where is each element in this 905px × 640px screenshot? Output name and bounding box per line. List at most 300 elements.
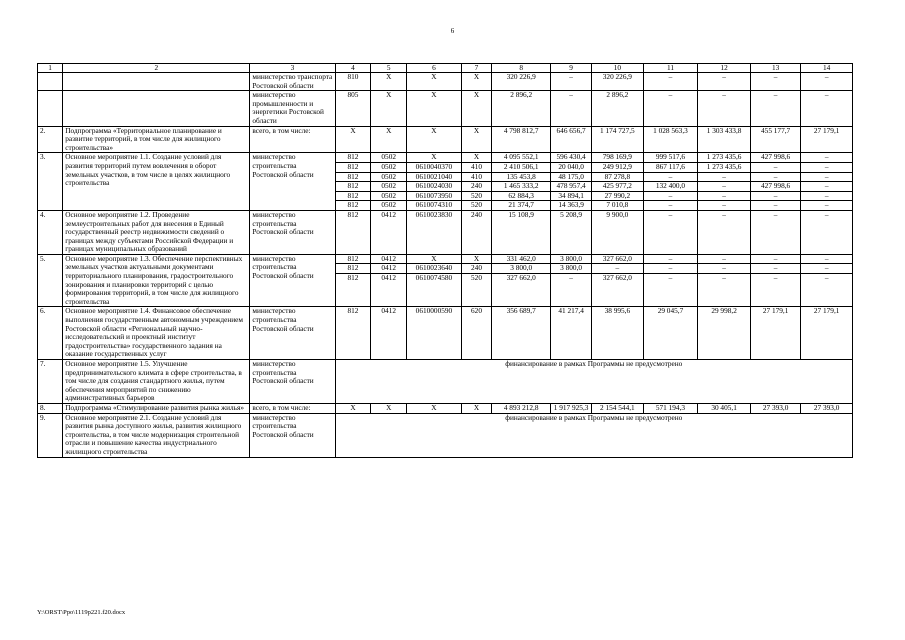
row-number — [38, 73, 63, 91]
cell-value: – — [824, 72, 829, 81]
cell-value: – — [668, 90, 673, 100]
cell-value: 135 453,8 — [492, 173, 550, 183]
cell-c10 — [592, 73, 644, 91]
cell-value: – — [592, 264, 643, 274]
executor: министерство строительства Ростовской области — [250, 254, 335, 307]
cell-c13 — [750, 254, 800, 307]
cell-value: 0502 — [381, 200, 396, 210]
budget-table — [37, 63, 853, 458]
cell-c4 — [335, 210, 371, 254]
cell-value: 571 194,3 — [655, 403, 686, 412]
cell-value: – — [773, 72, 778, 81]
cell-c11 — [643, 210, 698, 254]
cell-value: Х — [473, 90, 480, 100]
cell-value: 1 028 563,3 — [653, 126, 688, 135]
cell-value: 0412 — [381, 273, 396, 283]
cell-c6 — [407, 307, 462, 360]
cell-value: Х — [431, 72, 437, 81]
cell-value: – — [751, 173, 800, 183]
cell-value: 0610074580 — [415, 273, 453, 283]
cell-c14 — [801, 126, 853, 153]
cell-c14 — [801, 210, 853, 254]
cell-c10 — [592, 403, 644, 413]
cell-c11 — [643, 403, 698, 413]
cell-value: Х — [473, 403, 480, 412]
cell-value: Х — [386, 90, 392, 100]
cell-value: 2 410 506,1 — [492, 163, 550, 173]
cell-value: 3 800,0 — [551, 264, 591, 274]
cell-value: 4 798 812,7 — [503, 126, 539, 135]
cell-value: 427 998,6 — [751, 153, 800, 163]
cell-value: 1 273 435,6 — [698, 163, 750, 173]
cell-value: Х — [386, 126, 392, 135]
cell-c6 — [407, 403, 462, 413]
cell-value: 1 174 727,5 — [600, 126, 635, 135]
cell-c5 — [371, 126, 407, 153]
cell-value: 2 896,2 — [510, 90, 533, 100]
cell-value: 798 169,9 — [592, 153, 643, 163]
cell-value: 4 095 552,1 — [492, 153, 550, 163]
cell-value: 20 040,0 — [551, 163, 591, 173]
cell-c5 — [371, 91, 407, 126]
cell-value: – — [644, 264, 698, 274]
cell-value: 812 — [347, 306, 359, 316]
cell-c11 — [643, 73, 698, 91]
cell-value: Х — [431, 403, 437, 412]
cell-value: – — [801, 255, 852, 265]
cell-value: 596 430,4 — [551, 153, 591, 163]
cell-c13 — [750, 403, 800, 413]
cell-value: 646 656,7 — [556, 126, 586, 135]
cell-c14 — [801, 307, 853, 360]
cell-value: – — [698, 182, 750, 192]
cell-value: – — [644, 192, 698, 202]
cell-value: 240 — [471, 210, 482, 219]
table-row — [38, 126, 853, 153]
cell-value: 812 — [336, 153, 371, 163]
cell-value: 30 405,1 — [711, 403, 737, 412]
cell-value: – — [773, 210, 778, 219]
cell-c14 — [801, 73, 853, 91]
executor: министерство промышленности и энергетики Ростовской области — [250, 91, 335, 126]
cell-c14 — [801, 91, 853, 126]
cell-value: 620 — [471, 306, 482, 316]
cell-value: 1 465 333,2 — [492, 182, 550, 192]
cell-value: 810 — [347, 72, 359, 81]
cell-value: 29 045,7 — [657, 306, 684, 316]
cell-value: 410 — [462, 173, 491, 183]
cell-value: 812 — [347, 200, 359, 210]
event-name: Основное мероприятие 1.4. Финансовое обеспечение выполнения государственным автономным учреждением Ростовской области «Региональный научно-исследовательский и проектный институт градостроительства» государственного задания на оказание государственных услуг — [63, 307, 250, 360]
cell-value: 0610021040 — [407, 173, 461, 183]
cell-value: 410 — [462, 163, 491, 173]
table-row — [38, 413, 853, 457]
table-body — [38, 64, 853, 458]
cell-value: – — [824, 273, 829, 283]
cell-value: 455 177,7 — [761, 126, 791, 135]
cell-value: – — [722, 72, 726, 81]
cell-value: – — [668, 200, 673, 210]
cell-value: 812 — [336, 264, 371, 274]
executor: всего, в том числе: — [250, 403, 335, 413]
cell-value: 0610000590 — [415, 306, 453, 316]
cell-value: 812 — [336, 192, 371, 202]
row-number: 3. — [38, 153, 63, 211]
cell-value: – — [773, 273, 778, 283]
cell-value: 15 108,9 — [508, 210, 534, 219]
cell-value: – — [801, 264, 852, 274]
cell-c6 — [407, 210, 462, 254]
cell-value: 0610024030 — [407, 182, 461, 192]
cell-value: 240 — [462, 264, 491, 274]
financing-note: финансирование в рамках Программы не предусмотрено — [335, 413, 852, 457]
cell-value: – — [569, 273, 573, 283]
cell-value: 0502 — [371, 173, 406, 183]
cell-value: 812 — [336, 173, 371, 183]
row-number: 4. — [38, 210, 63, 254]
cell-value: Х — [473, 72, 480, 81]
cell-value: 1 303 433,8 — [706, 126, 742, 135]
cell-value: Х — [462, 153, 491, 163]
column-number: 5 — [371, 64, 407, 73]
cell-value: 331 462,0 — [492, 255, 550, 265]
cell-value: – — [569, 90, 573, 100]
cell-c14 — [801, 254, 853, 307]
cell-c6 — [407, 254, 462, 307]
cell-value: 812 — [347, 273, 359, 283]
cell-value: – — [751, 264, 800, 274]
row-number: 7. — [38, 360, 63, 404]
cell-c5 — [371, 210, 407, 254]
row-number: 2. — [38, 126, 63, 153]
cell-value: 38 995,6 — [604, 306, 631, 316]
cell-c14 — [801, 403, 853, 413]
cell-value: 0610073950 — [407, 192, 461, 202]
cell-c8 — [492, 403, 551, 413]
cell-value: Х — [462, 255, 491, 265]
cell-value: Х — [407, 255, 461, 265]
cell-value: 0412 — [381, 306, 396, 316]
financing-note: финансирование в рамках Программы не предусмотрено — [335, 360, 852, 404]
cell-value: – — [824, 90, 829, 100]
cell-c6 — [407, 126, 462, 153]
cell-c12 — [698, 126, 751, 153]
cell-c10 — [592, 126, 644, 153]
cell-value: 249 912,9 — [592, 163, 643, 173]
cell-value: – — [569, 72, 573, 81]
cell-value: 327 662,0 — [602, 273, 632, 283]
cell-c7 — [461, 153, 491, 211]
row-number: 9. — [38, 413, 63, 457]
cell-c13 — [750, 307, 800, 360]
cell-value: – — [668, 273, 673, 283]
cell-value: Х — [350, 126, 356, 135]
cell-value: Х — [473, 126, 480, 135]
cell-value: 327 662,0 — [592, 255, 643, 265]
cell-value: 0502 — [371, 182, 406, 192]
cell-value: 812 — [347, 210, 359, 219]
column-number: 2 — [63, 64, 250, 73]
executor: министерство строительства Ростовской области — [250, 413, 335, 457]
event-name: Основное мероприятие 1.2. Проведение землеустроительных работ для внесения в Единый государственный реестр недвижимости сведений о границах между субъектами Российской Федерации и границах муниципальных образований — [63, 210, 250, 254]
cell-value: 1 917 925,3 — [553, 403, 589, 412]
cell-value: 1 273 435,6 — [698, 153, 750, 163]
cell-value: 34 894,1 — [551, 192, 591, 202]
cell-value: – — [801, 153, 852, 163]
cell-c10 — [592, 210, 644, 254]
column-number: 12 — [698, 64, 751, 73]
cell-value: 62 884,3 — [492, 192, 550, 202]
cell-c12 — [698, 153, 751, 211]
cell-value: – — [722, 273, 726, 283]
event-name — [63, 73, 250, 91]
table-row — [38, 73, 853, 91]
table-row — [38, 254, 853, 307]
cell-value: 0412 — [381, 210, 396, 219]
cell-value: Х — [386, 72, 392, 81]
cell-value: 0610023830 — [415, 210, 453, 219]
cell-value: 48 175,0 — [551, 173, 591, 183]
cell-value: – — [801, 173, 852, 183]
cell-value: 520 — [471, 200, 482, 210]
cell-c8 — [492, 91, 551, 126]
cell-value: 7 010,8 — [606, 200, 629, 210]
cell-value: 14 363,9 — [558, 200, 584, 210]
cell-value: – — [698, 264, 750, 274]
cell-c13 — [750, 73, 800, 91]
cell-c7 — [461, 307, 491, 360]
cell-value: 0412 — [371, 255, 406, 265]
cell-c5 — [371, 73, 407, 91]
cell-c12 — [698, 210, 751, 254]
event-name: Основное мероприятие 1.5. Улучшение предпринимательского климата в сфере строительства, в том числе для создания стандартного жилья, путем обеспечения мероприятий по снижению административных барьеров — [63, 360, 250, 404]
cell-value: 240 — [462, 182, 491, 192]
event-name — [63, 91, 250, 126]
cell-c13 — [750, 126, 800, 153]
column-number: 13 — [750, 64, 800, 73]
cell-c13 — [750, 91, 800, 126]
cell-c8 — [492, 210, 551, 254]
cell-value: – — [801, 163, 852, 173]
executor: министерство строительства Ростовской области — [250, 153, 335, 211]
cell-value: 27 179,1 — [762, 306, 789, 316]
cell-value: 3 800,0 — [492, 264, 550, 274]
cell-c11 — [643, 254, 698, 307]
cell-value: 0610023640 — [407, 264, 461, 274]
cell-value: – — [722, 90, 726, 100]
cell-value: 0502 — [371, 192, 406, 202]
cell-value: – — [773, 200, 778, 210]
cell-c12 — [698, 73, 751, 91]
file-path-footer: Y:\ORST\Ppo\1119p221.f20.docx — [37, 609, 126, 616]
cell-value: – — [698, 255, 750, 265]
cell-value: 320 226,9 — [506, 72, 536, 81]
executor: министерство строительства Ростовской области — [250, 307, 335, 360]
cell-c9 — [551, 126, 592, 153]
cell-value: Х — [431, 90, 437, 100]
cell-value: 0610040370 — [407, 163, 461, 173]
cell-value: 356 689,7 — [506, 306, 536, 316]
cell-c9 — [551, 73, 592, 91]
table-row — [38, 210, 853, 254]
cell-c8 — [492, 126, 551, 153]
cell-c8 — [492, 153, 551, 211]
cell-value: Х — [350, 403, 356, 412]
cell-c4 — [335, 254, 371, 307]
cell-value: 29 998,2 — [711, 306, 737, 316]
cell-c8 — [492, 307, 551, 360]
row-number: 5. — [38, 254, 63, 307]
cell-value: 3 800,0 — [551, 255, 591, 265]
cell-c4 — [335, 403, 371, 413]
cell-c11 — [643, 91, 698, 126]
cell-value: – — [773, 90, 778, 100]
cell-value: 41 217,4 — [558, 306, 584, 316]
cell-value: 0502 — [371, 163, 406, 173]
cell-value: 425 977,2 — [592, 182, 643, 192]
cell-c13 — [750, 210, 800, 254]
cell-value: 27 393,0 — [762, 403, 789, 412]
cell-c11 — [643, 126, 698, 153]
cell-value: 812 — [336, 255, 371, 265]
cell-value: 27 179,1 — [813, 126, 840, 135]
column-number: 8 — [492, 64, 551, 73]
column-number: 7 — [461, 64, 491, 73]
cell-value: 520 — [462, 192, 491, 202]
column-number: 4 — [335, 64, 371, 73]
cell-value: 2 154 544,1 — [600, 403, 635, 412]
cell-value: – — [722, 200, 726, 210]
cell-c6 — [407, 153, 462, 211]
column-number: 9 — [551, 64, 592, 73]
cell-value: 87 278,8 — [592, 173, 643, 183]
cell-c7 — [461, 254, 491, 307]
cell-c8 — [492, 73, 551, 91]
cell-c13 — [750, 153, 800, 211]
cell-c9 — [551, 91, 592, 126]
cell-value: – — [644, 173, 698, 183]
cell-c14 — [801, 153, 853, 211]
cell-value: Х — [431, 126, 437, 135]
cell-c8 — [492, 254, 551, 307]
cell-value: 27 393,0 — [813, 403, 840, 412]
cell-c7 — [461, 403, 491, 413]
cell-value: 4 893 212,8 — [503, 403, 539, 412]
cell-c12 — [698, 307, 751, 360]
cell-value: 9 900,0 — [606, 210, 629, 219]
cell-value: Х — [386, 403, 392, 412]
cell-c4 — [335, 307, 371, 360]
event-name: Основное мероприятие 1.3. Обеспечение перспективных земельных участков актуальными документами территориального планирования, градостроительного зонирования и планировки территорий с целью формирования территорий, в том числе для жилищного строительства — [63, 254, 250, 307]
cell-c4 — [335, 91, 371, 126]
cell-c4 — [335, 73, 371, 91]
column-number-row — [38, 64, 853, 73]
executor: министерство транспорта Ростовской области — [250, 73, 335, 91]
cell-c4 — [335, 153, 371, 211]
row-number: 8. — [38, 403, 63, 413]
column-number: 11 — [643, 64, 698, 73]
cell-value: – — [751, 192, 800, 202]
cell-value: – — [824, 210, 829, 219]
cell-c5 — [371, 307, 407, 360]
page-number: 6 — [450, 27, 455, 35]
cell-c10 — [592, 153, 644, 211]
cell-value: 27 179,1 — [813, 306, 840, 316]
event-name: Основное мероприятие 2.1. Создание условий для развития рынка доступного жилья, развития жилищного строительства, в том числе модернизация строительной отрасли и повышение качества индустриального жилищного строительства — [63, 413, 250, 457]
cell-value: 320 226,9 — [602, 72, 632, 81]
cell-c4 — [335, 126, 371, 153]
cell-value: 812 — [336, 182, 371, 192]
column-number: 14 — [801, 64, 853, 73]
cell-value: – — [644, 255, 698, 265]
table-row — [38, 153, 853, 211]
cell-value: 867 117,6 — [644, 163, 698, 173]
cell-value: – — [751, 255, 800, 265]
row-number: 6. — [38, 307, 63, 360]
cell-value: – — [801, 192, 852, 202]
column-number: 6 — [407, 64, 462, 73]
cell-value: – — [824, 200, 829, 210]
cell-c9 — [551, 210, 592, 254]
row-number — [38, 91, 63, 126]
column-number: 3 — [250, 64, 335, 73]
cell-value: – — [668, 210, 673, 219]
table-row — [38, 91, 853, 126]
event-name: Основное мероприятие 1.1. Создание условий для развития территорий путем вовлечения в оборот земельных участков, в том числе в целях жилищного строительства — [63, 153, 250, 211]
cell-value: 5 208,9 — [560, 210, 583, 219]
cell-value: 0502 — [371, 153, 406, 163]
cell-c7 — [461, 91, 491, 126]
cell-c12 — [698, 403, 751, 413]
cell-c12 — [698, 91, 751, 126]
cell-value: 132 400,0 — [644, 182, 698, 192]
column-number: 10 — [592, 64, 644, 73]
event-name: Подпрограмма «Стимулирование развития рынка жилья» — [63, 403, 250, 413]
cell-value: 27 990,2 — [592, 192, 643, 202]
cell-value: 812 — [336, 163, 371, 173]
executor: всего, в том числе: — [250, 126, 335, 153]
cell-c10 — [592, 307, 644, 360]
cell-value: – — [751, 163, 800, 173]
cell-value: 427 998,6 — [751, 182, 800, 192]
cell-c6 — [407, 91, 462, 126]
cell-value: 478 957,4 — [551, 182, 591, 192]
cell-value: – — [801, 182, 852, 192]
cell-value: – — [722, 210, 726, 219]
table-row — [38, 307, 853, 360]
cell-c9 — [551, 254, 592, 307]
cell-c11 — [643, 153, 698, 211]
cell-value: 0610074310 — [415, 200, 453, 210]
cell-value: – — [698, 173, 750, 183]
cell-value: 0412 — [371, 264, 406, 274]
executor: министерство строительства Ростовской области — [250, 360, 335, 404]
cell-value: 999 517,6 — [644, 153, 698, 163]
cell-value: 327 662,0 — [506, 273, 536, 283]
cell-c10 — [592, 91, 644, 126]
cell-value: 520 — [471, 273, 482, 283]
cell-c6 — [407, 73, 462, 91]
cell-c12 — [698, 254, 751, 307]
cell-c5 — [371, 153, 407, 211]
cell-c9 — [551, 307, 592, 360]
column-number: 1 — [38, 64, 63, 73]
cell-value: – — [668, 72, 673, 81]
table-row — [38, 360, 853, 404]
cell-c7 — [461, 126, 491, 153]
cell-c7 — [461, 210, 491, 254]
cell-value: 2 896,2 — [606, 90, 629, 100]
